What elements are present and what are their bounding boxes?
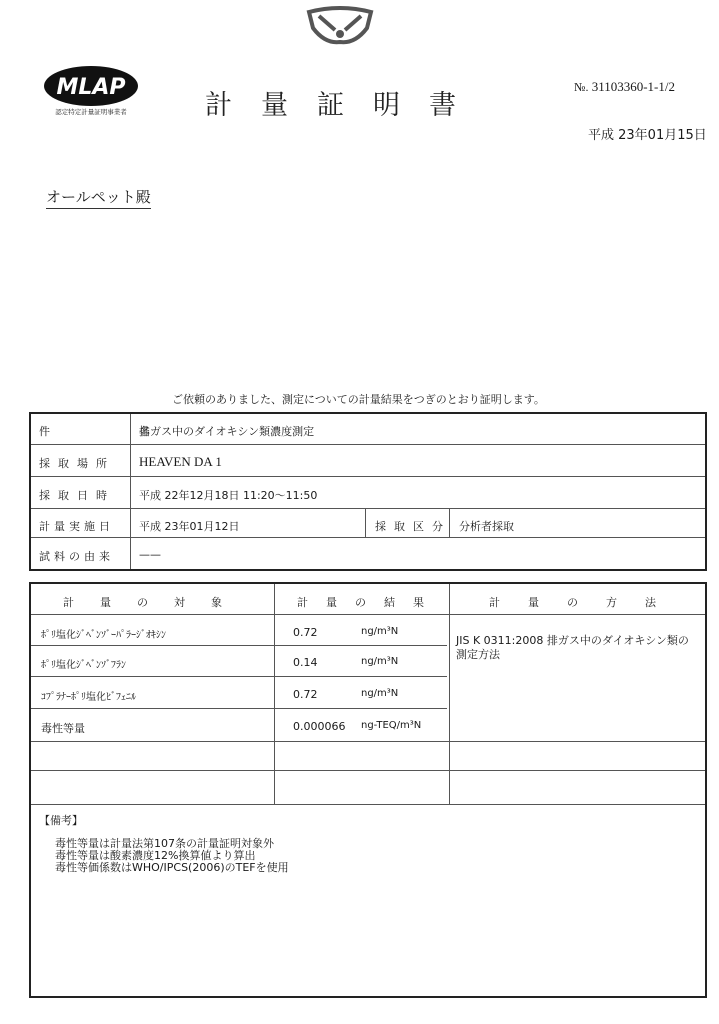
result-target: ﾎﾟﾘ塩化ｼﾞﾍﾞﾝｿﾞﾌﾗﾝ: [41, 660, 126, 671]
result-target: 毒性等量: [41, 722, 85, 735]
issue-date: 平成 23年01月15日: [588, 128, 707, 143]
emblem-mark: [305, 6, 375, 46]
result-target: ﾎﾟﾘ塩化ｼﾞﾍﾞﾝｿﾞｰﾊﾟﾗｰｼﾞｵｷｼﾝ: [41, 630, 166, 641]
result-value: 0.72: [293, 688, 318, 701]
item-label: 件 名: [39, 425, 164, 438]
remark-line: 毒性等量は酸素濃度12%換算値より算出: [55, 849, 256, 862]
measure-date-value: 平成 23年01月12日: [139, 520, 240, 533]
category-value: 分析者採取: [459, 520, 514, 533]
result-unit: ng/m³N: [361, 626, 399, 637]
place-value: HEAVEN DA 1: [139, 454, 222, 469]
origin-label: 試料の由来: [39, 550, 114, 563]
number-label: №.: [574, 80, 589, 94]
sample-date-label: 採取日時: [39, 489, 115, 502]
remarks-list: [55, 838, 289, 874]
info-table: [29, 412, 707, 571]
origin-value: ——: [139, 548, 161, 561]
remarks-title: 【備考】: [39, 814, 83, 827]
result-unit: ng/m³N: [361, 656, 399, 667]
remark-line: 毒性等量は計量法第107条の計量証明対象外: [55, 837, 274, 850]
intro-statement: ご依頼のありました、測定についての計量結果をつぎのとおり証明します。: [172, 393, 545, 406]
place-label: 採取場所: [39, 457, 115, 470]
sample-date-value: 平成 22年12月18日 11:20～11:50: [139, 489, 318, 502]
document-title: 計量証明書: [205, 90, 485, 121]
addressee: オールペット殿: [46, 186, 151, 209]
result-value: 0.14: [293, 656, 318, 669]
result-unit: ng/m³N: [361, 688, 399, 699]
measure-date-label: 計量実施日: [39, 520, 114, 533]
remark-line: 毒性等価係数はWHO/IPCS(2006)のTEFを使用: [55, 861, 289, 874]
header-target: 計量の対象: [63, 596, 248, 609]
document-number: [574, 79, 675, 95]
result-value: 0.000066: [293, 720, 346, 733]
results-table: [29, 582, 707, 998]
header-result: 計量の結果: [297, 596, 442, 609]
item-value: 排ガス中のダイオキシン類濃度測定: [139, 425, 315, 438]
result-value: 0.72: [293, 626, 318, 639]
svg-text:MLAP: MLAP: [56, 75, 126, 100]
header-method: 計量の方法: [489, 596, 684, 609]
method-text: JIS K 0311:2008 排ガス中のダイオキシン類の測定方法: [456, 634, 689, 661]
mlap-logo: [42, 64, 140, 118]
number-value: 31103360-1-1/2: [591, 79, 675, 94]
result-target: ｺﾌﾟﾗﾅｰﾎﾟﾘ塩化ﾋﾞﾌｪﾆﾙ: [41, 692, 136, 703]
category-label: 採取区分: [375, 520, 451, 533]
result-unit: ng-TEQ/m³N: [361, 720, 422, 731]
svg-text:認定特定計量証明事業者: 認定特定計量証明事業者: [55, 108, 127, 116]
